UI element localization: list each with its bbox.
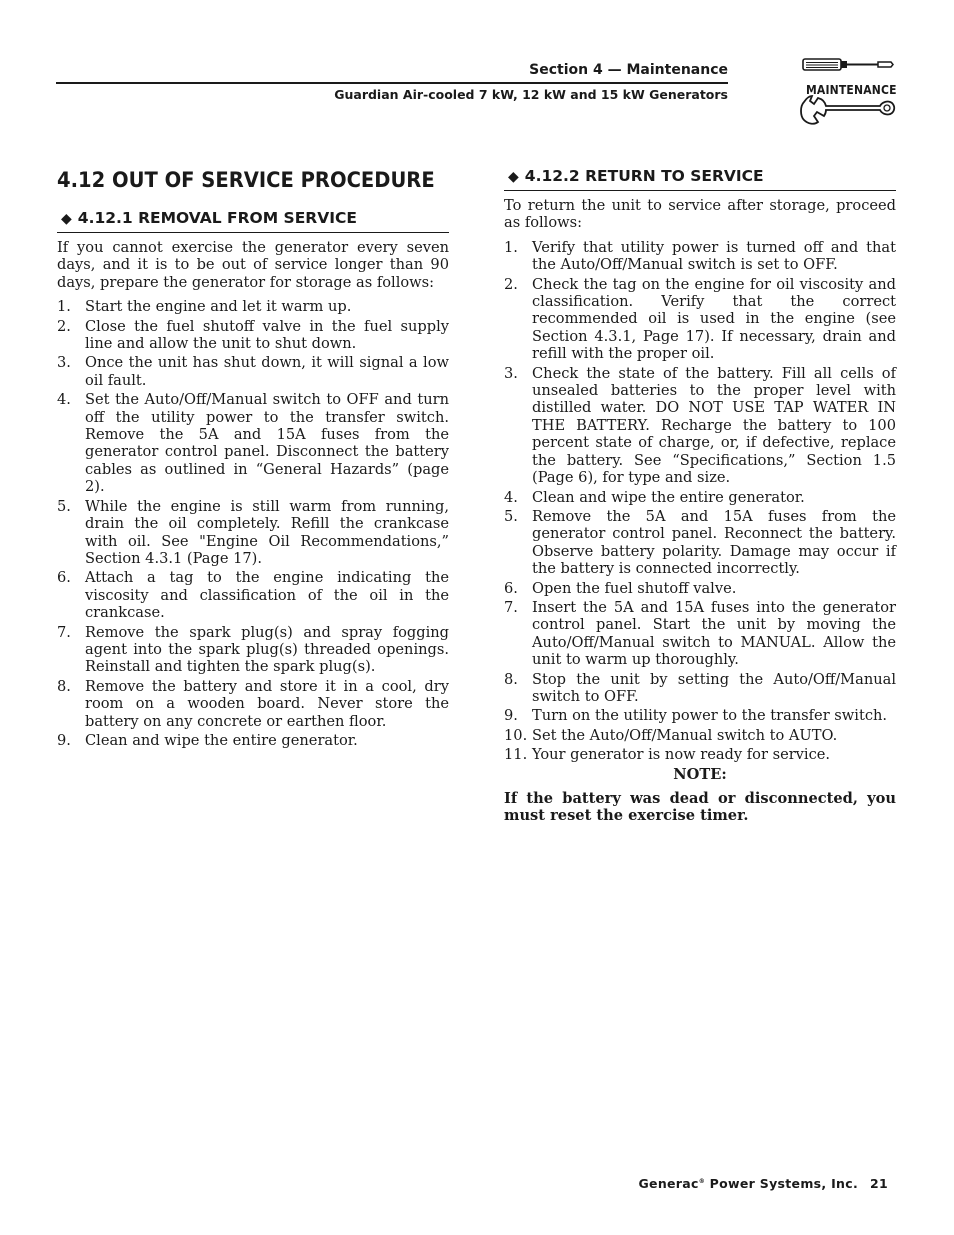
registered-mark: ®: [698, 1177, 706, 1185]
removal-list: [57, 298, 449, 749]
header-subtitle: Guardian Air-cooled 7 kW, 12 kW and 15 kW Generators: [334, 87, 728, 102]
left-column: [57, 166, 449, 751]
list-item: 2. Close the fuel shutoff valve in the fuel supply line and allow the unit to shut down.: [57, 317, 449, 353]
page-title: 4.12 OUT OF SERVICE PROCEDURE: [57, 168, 435, 192]
maintenance-label: MAINTENANCE: [806, 83, 897, 97]
diamond-bullet-icon: ◆: [61, 211, 72, 227]
list-item: 2. Check the tag on the engine for oil viscosity and classification. Verify that the correct recommended oil is used in the engine (see Section 4.3.1, Page 17). If necessary, drain and refill with the proper oil.: [504, 275, 896, 363]
return-list: [504, 239, 896, 764]
note-title: NOTE:: [673, 765, 727, 783]
list-item: 7. Insert the 5A and 15A fuses into the generator control panel. Start the unit by moving the Auto/Off/Manual switch to MANUAL. Allow the unit to warm up thoroughly.: [504, 598, 896, 669]
return-intro: To return the unit to service after storage, proceed as follows:: [504, 197, 896, 232]
list-item: 1. Verify that utility power is turned off and that the Auto/Off/Manual switch is set to OFF.: [504, 238, 896, 274]
diamond-bullet-icon: ◆: [508, 169, 519, 185]
list-item: 3. Once the unit has shut down, it will signal a low oil fault.: [57, 354, 449, 389]
list-item: 4. Clean and wipe the entire generator.: [504, 488, 805, 506]
list-item: 5. While the engine is still warm from running, drain the oil completely. Refill the crankcase with oil. See "Engine Oil Recommendations,” Section 4.3.1 (Page 17).: [57, 497, 449, 567]
list-item: 3. Check the state of the battery. Fill all cells of unsealed batteries to the proper level with distilled water. DO NOT USE TAP WATER IN THE BATTERY. Recharge the battery to 100 percent state of charge, or, if defective, replace the battery. See “Specifications,” Section 1.5 (Page 6), for type and size.: [504, 364, 896, 487]
footer: [638, 1176, 888, 1191]
right-column: [504, 166, 896, 825]
return-heading: [504, 166, 896, 191]
list-item: 8. Remove the battery and store it in a cool, dry room on a wooden board. Never store the battery on any concrete or earthen floor.: [57, 677, 449, 730]
list-item: 6. Open the fuel shutoff valve.: [504, 579, 737, 597]
list-item: 11. Your generator is now ready for service.: [504, 746, 831, 764]
list-item: 5. Remove the 5A and 15A fuses from the generator control panel. Reconnect the battery. Observe battery polarity. Damage may occur if the battery is connected incorrectly.: [504, 507, 896, 578]
header-section-title: Section 4 — Maintenance: [529, 62, 728, 78]
list-item: 10. Set the Auto/Off/Manual switch to AUTO.: [504, 726, 838, 744]
footer-company: Generac: [638, 1176, 699, 1191]
return-heading-text: 4.12.2 RETURN TO SERVICE: [524, 167, 764, 185]
list-item: 9. Turn on the utility power to the transfer switch.: [504, 707, 888, 725]
removal-intro: If you cannot exercise the generator every seven days, and it is to be out of service longer than 90 days, prepare the generator for storage as follows:: [57, 239, 449, 291]
note-text: If the battery was dead or disconnected, you must reset the exercise timer.: [504, 790, 896, 825]
list-item: 7. Remove the spark plug(s) and spray fogging agent into the spark plug(s) threaded openings. Reinstall and tighten the spark plug(s).: [57, 623, 449, 676]
list-item: 6. Attach a tag to the engine indicating the viscosity and classification of the oil in the crankcase.: [57, 569, 449, 622]
removal-heading-text: 4.12.1 REMOVAL FROM SERVICE: [77, 209, 357, 227]
list-item: 8. Stop the unit by setting the Auto/Off/Manual switch to OFF.: [504, 670, 896, 705]
header-rule: [56, 82, 728, 84]
list-item: 1. Start the engine and let it warm up.: [57, 298, 352, 316]
wrench-icon: [801, 96, 894, 124]
list-item: 9. Clean and wipe the entire generator.: [57, 731, 358, 749]
screwdriver-icon: [803, 59, 893, 70]
footer-company-rest: Power Systems, Inc.: [705, 1176, 858, 1191]
list-item: 4. Set the Auto/Off/Manual switch to OFF and turn off the utility power to the transfer switch. Remove the 5A and 15A fuses from the generator control panel. Disconnect the battery cables as outlined in “General Hazards” (page 2).: [57, 391, 449, 496]
removal-heading: [57, 208, 449, 233]
page-number: 21: [870, 1176, 888, 1191]
